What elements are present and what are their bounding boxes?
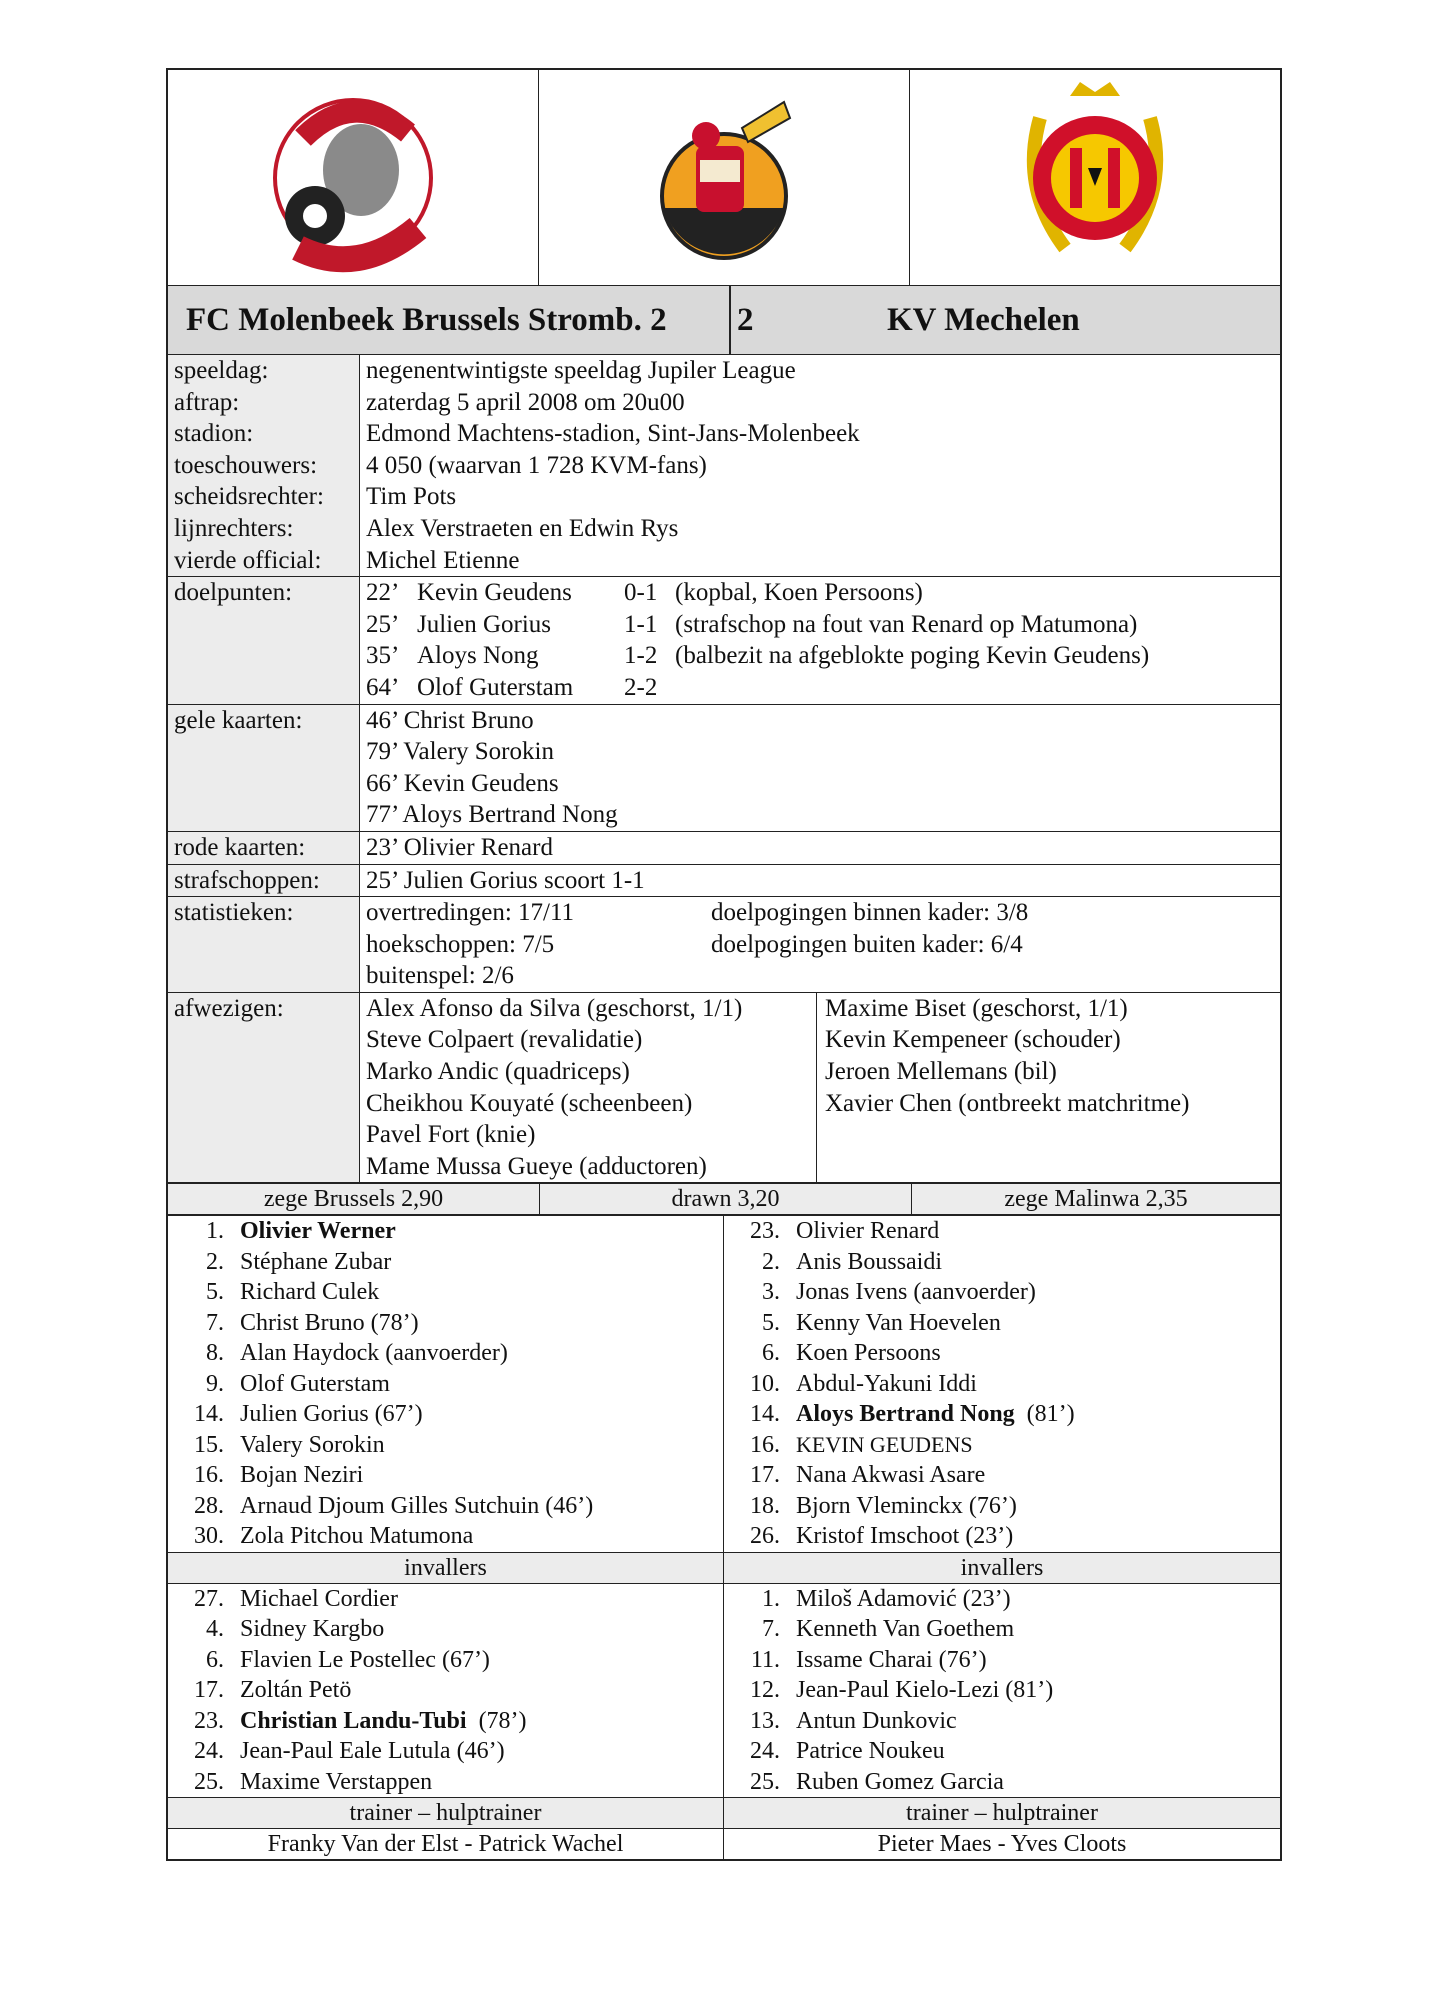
vierde-official-label: vierde official: [174, 546, 322, 574]
red-cards-row [168, 832, 1280, 865]
statistics-row [168, 897, 1280, 993]
stat-offside: buitenspel: 2/6 [366, 962, 514, 990]
shirt-number: 16. [194, 1462, 224, 1489]
player-name: Valery Sorokin [240, 1431, 385, 1458]
odds-draw: drawn 3,20 [540, 1184, 912, 1214]
absentees-label: afwezigen: [168, 993, 360, 1183]
player-row [168, 1430, 723, 1461]
trainer-header-row [168, 1798, 1280, 1829]
shirt-number: 2. [206, 1248, 224, 1275]
yellow-card-item: 77’ Aloys Bertrand Nong [366, 801, 618, 829]
player-name: Alan Haydock (aanvoerder) [240, 1340, 508, 1367]
subs-header-row [168, 1553, 1280, 1584]
lijnrechters-label: lijnrechters: [174, 514, 294, 542]
absentee-item: Mame Mussa Gueye (adductoren) [366, 1152, 707, 1180]
player-row [724, 1736, 1280, 1767]
player-row [724, 1460, 1280, 1491]
shirt-number: 2. [762, 1248, 780, 1275]
player-name: Anis Boussaidi [796, 1248, 943, 1275]
yellow-cards-label: gele kaarten: [168, 705, 360, 831]
goals-label: doelpunten: [168, 577, 360, 703]
home-logo-cell [168, 70, 539, 285]
absentees-home [360, 993, 817, 1183]
vierde-official-value: Michel Etienne [366, 546, 520, 574]
shirt-number: 6. [206, 1646, 224, 1673]
player-name: Issame Charai (76’) [796, 1646, 987, 1673]
player-sub-minute: (78’) [466, 1707, 527, 1734]
player-row [724, 1675, 1280, 1706]
player-row [168, 1338, 723, 1369]
absentee-item: Jeroen Mellemans (bil) [825, 1058, 1057, 1086]
away-logo-cell [910, 70, 1280, 285]
player-row [168, 1706, 723, 1737]
player-row [724, 1430, 1280, 1461]
player-row [724, 1399, 1280, 1430]
absentee-item: Cheikhou Kouyaté (scheenbeen) [366, 1089, 693, 1117]
penalty-item: 25’ Julien Gorius scoort 1-1 [366, 866, 645, 894]
home-team-name: FC Molenbeek Brussels Stromb. [186, 301, 642, 338]
yellow-cards-list [360, 705, 1280, 831]
goal-item: 35’ Aloys Nong 1-2 (balbezit na afgeblokte poging Kevin Geudens) [366, 642, 1150, 670]
home-team-cell [168, 286, 731, 354]
shirt-number: 27. [194, 1585, 224, 1612]
shirt-number: 23. [750, 1218, 780, 1245]
goal-item: 22’ Kevin Geudens 0-1 (kopbal, Koen Persoons) [366, 579, 923, 607]
odds-away: zege Malinwa 2,35 [1004, 1186, 1188, 1213]
red-cards-label: rode kaarten: [168, 832, 360, 864]
stat-corners: hoekschoppen: 7/5 [366, 930, 555, 958]
home-trainer-header: trainer – hulptrainer [168, 1798, 724, 1828]
shirt-number: 5. [206, 1279, 224, 1306]
player-name: Olivier Renard [796, 1218, 940, 1245]
starting-lineups-row [168, 1216, 1280, 1553]
player-row [724, 1338, 1280, 1369]
player-name: Patrice Noukeu [796, 1738, 945, 1765]
aftrap-label: aftrap: [174, 388, 240, 416]
toeschouwers-label: toeschouwers: [174, 451, 318, 479]
away-lineup [724, 1216, 1280, 1552]
away-subs [724, 1584, 1280, 1798]
goals-row [168, 577, 1280, 704]
player-name: Antun Dunkovic [796, 1707, 957, 1734]
away-team-cell [731, 286, 1280, 354]
player-row [724, 1491, 1280, 1522]
player-name: Olof Guterstam [240, 1370, 390, 1397]
lineups-table [166, 1216, 1282, 1861]
toeschouwers-value: 4 050 (waarvan 1 728 KVM-fans) [366, 451, 707, 479]
player-name: KEVIN GEUDENS [796, 1431, 973, 1457]
player-row [168, 1491, 723, 1522]
absentees-values [360, 993, 1280, 1183]
stadion-value: Edmond Machtens-stadion, Sint-Jans-Molenbeek [366, 420, 860, 448]
absentee-item: Pavel Fort (knie) [366, 1121, 536, 1149]
player-name: Flavien Le Postellec (67’) [240, 1646, 490, 1673]
home-lineup [168, 1216, 724, 1552]
shirt-number: 24. [750, 1738, 780, 1765]
shirt-number: 25. [750, 1768, 780, 1795]
shirt-number: 1. [206, 1218, 224, 1245]
shirt-number: 5. [762, 1309, 780, 1336]
shirt-number: 15. [194, 1431, 224, 1458]
speeldag-label: speeldag: [174, 357, 269, 384]
player-name: Bojan Neziri [240, 1462, 364, 1489]
general-info-values [360, 355, 1280, 576]
shirt-number: 8. [206, 1340, 224, 1367]
shirt-number: 16. [750, 1431, 780, 1458]
player-row [168, 1645, 723, 1676]
player-row [168, 1308, 723, 1339]
player-name: Koen Persoons [796, 1340, 941, 1367]
goal-item: 64’ Olof Guterstam 2-2 [366, 673, 658, 701]
lijnrechters-value: Alex Verstraeten en Edwin Rys [366, 514, 679, 542]
yellow-card-item: 46’ Christ Bruno [366, 706, 534, 734]
home-subs [168, 1584, 724, 1798]
player-row [168, 1247, 723, 1278]
shirt-number: 7. [206, 1309, 224, 1336]
match-report-sheet [166, 68, 1282, 1861]
player-name: Miloš Adamović (23’) [796, 1585, 1011, 1612]
player-row [724, 1645, 1280, 1676]
shirt-number: 13. [750, 1707, 780, 1734]
absentee-item: Steve Colpaert (revalidatie) [366, 1026, 643, 1054]
yellow-card-item: 79’ Valery Sorokin [366, 738, 554, 766]
player-row [724, 1369, 1280, 1400]
shirt-number: 9. [206, 1370, 224, 1397]
shirt-number: 30. [194, 1523, 224, 1550]
odds-home: zege Brussels 2,90 [168, 1184, 540, 1214]
player-name: Michael Cordier [240, 1585, 398, 1612]
match-header-table [166, 68, 1282, 1184]
shirt-number: 4. [206, 1616, 224, 1643]
away-trainer-header: trainer – hulptrainer [724, 1798, 1280, 1828]
player-name: Kenneth Van Goethem [796, 1616, 1015, 1643]
player-row [724, 1614, 1280, 1645]
player-name: Maxime Verstappen [240, 1768, 433, 1795]
player-row [168, 1584, 723, 1615]
shirt-number: 25. [194, 1768, 224, 1795]
player-sub-minute: (81’) [1014, 1401, 1075, 1428]
away-score: 2 [737, 301, 754, 338]
speeldag-value: negenentwintigste speeldag Jupiler League [366, 357, 796, 384]
absentee-item: Maxime Biset (geschorst, 1/1) [825, 994, 1128, 1022]
statistics-values [360, 897, 1280, 992]
shirt-number: 26. [750, 1523, 780, 1550]
shirt-number: 14. [750, 1401, 780, 1428]
player-name: Ruben Gomez Garcia [796, 1768, 1004, 1795]
home-subs-header: invallers [168, 1553, 724, 1583]
yellow-cards-row [168, 705, 1280, 832]
player-name: Abdul-Yakuni Iddi [796, 1370, 977, 1397]
shirt-number: 14. [194, 1401, 224, 1428]
player-row [724, 1584, 1280, 1615]
player-row [724, 1277, 1280, 1308]
player-name: Nana Akwasi Asare [796, 1462, 986, 1489]
player-name: Jean-Paul Eale Lutula (46’) [240, 1738, 505, 1765]
absentee-item: Marko Andic (quadriceps) [366, 1058, 630, 1086]
player-name: Bjorn Vleminckx (76’) [796, 1492, 1017, 1519]
player-name: Julien Gorius (67’) [240, 1401, 423, 1428]
player-row [168, 1460, 723, 1491]
shirt-number: 1. [762, 1585, 780, 1612]
player-row [168, 1277, 723, 1308]
stat-shots-on-target: doelpogingen binnen kader: 3/8 [711, 899, 1029, 927]
jupiler-league-logo [634, 88, 814, 268]
absentees-row [168, 993, 1280, 1183]
home-trainers: Franky Van der Elst - Patrick Wachel [168, 1829, 724, 1859]
goals-list [360, 577, 1280, 703]
player-row [724, 1308, 1280, 1339]
player-row [168, 1521, 723, 1552]
shirt-number: 23. [194, 1707, 224, 1734]
scheidsrechter-value: Tim Pots [366, 483, 457, 511]
player-row [168, 1767, 723, 1798]
home-club-logo [243, 78, 463, 278]
score-row [168, 286, 1280, 355]
player-name: Stéphane Zubar [240, 1248, 392, 1275]
player-name: Aloys Bertrand Nong [796, 1401, 1015, 1428]
stat-shots-off-target: doelpogingen buiten kader: 6/4 [711, 930, 1023, 958]
player-name: Sidney Kargbo [240, 1616, 385, 1643]
player-name: Zola Pitchou Matumona [240, 1523, 474, 1550]
scheidsrechter-label: scheidsrechter: [174, 483, 324, 511]
general-info-row [168, 355, 1280, 577]
player-row [168, 1399, 723, 1430]
player-row [168, 1736, 723, 1767]
player-row [724, 1767, 1280, 1798]
aftrap-value: zaterdag 5 april 2008 om 20u00 [366, 388, 685, 416]
away-trainers: Pieter Maes - Yves Cloots [877, 1831, 1127, 1858]
odds-row [166, 1182, 1282, 1216]
player-name: Olivier Werner [240, 1218, 396, 1245]
absentee-item: Kevin Kempeneer (schouder) [825, 1026, 1121, 1054]
shirt-number: 17. [194, 1677, 224, 1704]
penalties-row [168, 865, 1280, 898]
absentee-item: Alex Afonso da Silva (geschorst, 1/1) [366, 994, 743, 1022]
away-team-name: KV Mechelen [887, 301, 1080, 338]
player-row [168, 1614, 723, 1645]
player-name: Richard Culek [240, 1279, 380, 1306]
logos-row [168, 70, 1280, 286]
shirt-number: 3. [762, 1279, 780, 1306]
shirt-number: 7. [762, 1616, 780, 1643]
player-row [168, 1675, 723, 1706]
goal-item: 25’ Julien Gorius 1-1 (strafschop na fout van Renard op Matumona) [366, 610, 1138, 638]
home-score: 2 [650, 301, 667, 338]
player-name: Jonas Ivens (aanvoerder) [796, 1279, 1036, 1306]
player-name: Zoltán Petö [240, 1677, 352, 1704]
red-card-item: 23’ Olivier Renard [366, 833, 553, 861]
player-name: Christ Bruno (78’) [240, 1309, 419, 1336]
shirt-number: 6. [762, 1340, 780, 1367]
shirt-number: 28. [194, 1492, 224, 1519]
shirt-number: 11. [750, 1646, 780, 1673]
away-subs-header: invallers [724, 1553, 1280, 1583]
player-name: Kenny Van Hoevelen [796, 1309, 1001, 1336]
general-info-labels [168, 355, 360, 576]
player-row [724, 1706, 1280, 1737]
trainer-row [168, 1829, 1280, 1859]
shirt-number: 18. [750, 1492, 780, 1519]
stat-fouls: overtredingen: 17/11 [366, 899, 575, 927]
statistics-label: statistieken: [168, 897, 360, 992]
yellow-card-item: 66’ Kevin Geudens [366, 769, 559, 797]
player-name: Christian Landu-Tubi [240, 1707, 467, 1734]
shirt-number: 24. [194, 1738, 224, 1765]
shirt-number: 12. [750, 1677, 780, 1704]
player-row [168, 1216, 723, 1247]
kv-mechelen-logo [1010, 78, 1180, 278]
absentees-away [817, 993, 1189, 1183]
player-name: Arnaud Djoum Gilles Sutchuin (46’) [240, 1492, 594, 1519]
player-row [724, 1521, 1280, 1552]
player-row [724, 1216, 1280, 1247]
shirt-number: 10. [750, 1370, 780, 1397]
subs-row [168, 1584, 1280, 1799]
absentee-item: Xavier Chen (ontbreekt matchritme) [825, 1089, 1190, 1117]
player-name: Kristof Imschoot (23’) [796, 1523, 1014, 1550]
player-name: Jean-Paul Kielo-Lezi (81’) [796, 1677, 1054, 1704]
stadion-label: stadion: [174, 420, 254, 448]
player-row [724, 1247, 1280, 1278]
shirt-number: 17. [750, 1462, 780, 1489]
league-logo-cell [539, 70, 910, 285]
player-row [168, 1369, 723, 1400]
penalties-label: strafschoppen: [168, 865, 360, 897]
